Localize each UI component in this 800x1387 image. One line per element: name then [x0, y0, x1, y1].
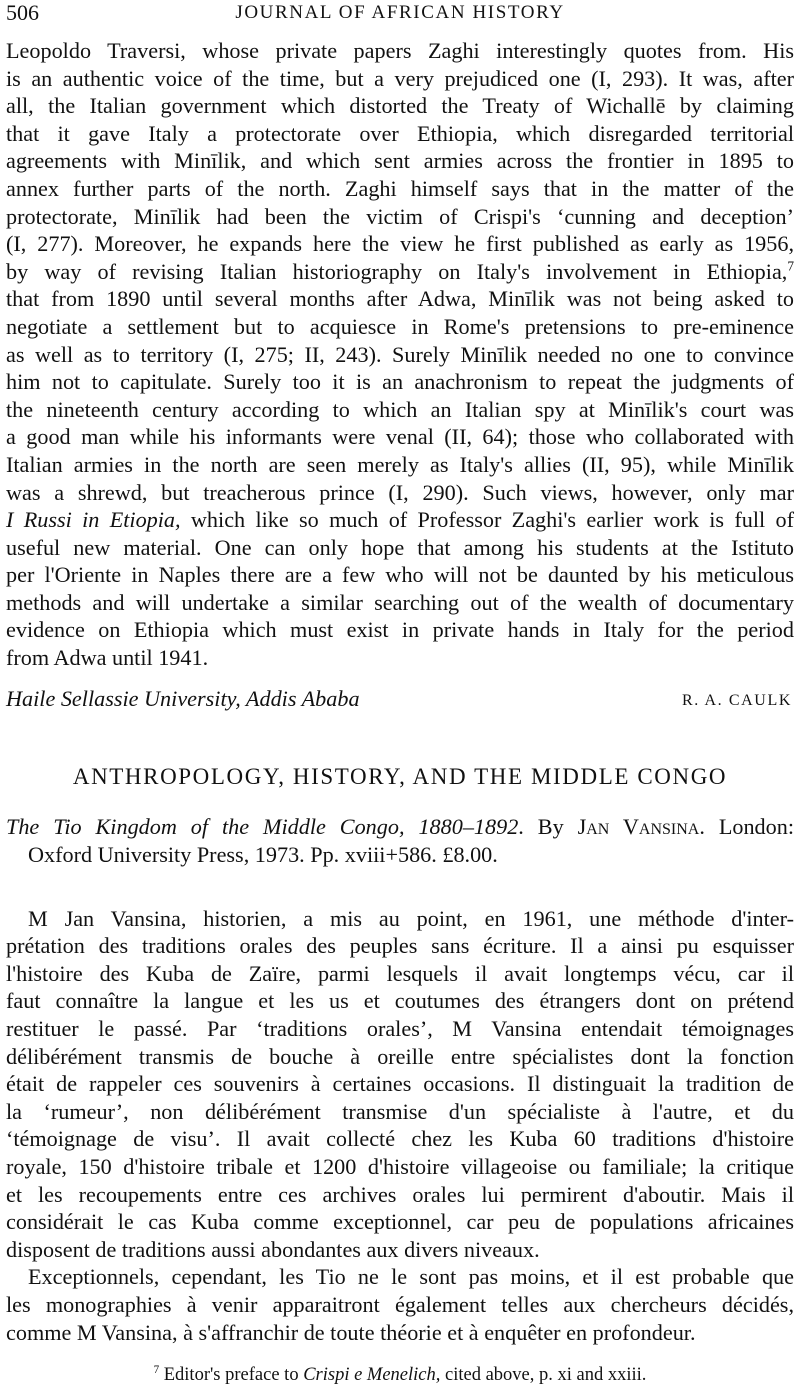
text-line: from Adwa until 1941. — [6, 645, 209, 671]
review-paragraph-2 — [6, 1263, 794, 1346]
new-review-text — [6, 905, 794, 1347]
footnote-italic-title: Crispi e Menelich, — [303, 1365, 441, 1386]
text-line: a good man while his informants were venal (II, 64); those who collaborated with — [6, 424, 794, 450]
text-line: restituer le passé. Par ‘traditions orales’, M Vansina entendait témoignages — [6, 1016, 794, 1042]
text-line: prétation des traditions orales des peuples sans écriture. Il a ainsi pu esquisser — [6, 933, 794, 959]
text-line: comme M Vansina, à s'affranchir de toute théorie et à enquêter en profondeur. — [6, 1319, 696, 1345]
book-reference — [6, 813, 794, 869]
reviewer-name: R. A. CAULK — [681, 691, 792, 709]
text-line: faut connaître la langue et les us et coutumes des étrangers dont on prétend — [6, 988, 794, 1014]
text-line: Exceptionnels, cependant, les Tio ne le sont pas moins, et il est probable que — [28, 1264, 794, 1290]
footnote-text-end: cited above, p. xi and xxiii. — [440, 1365, 647, 1386]
publisher-line: Oxford University Press, 1973. Pp. xviii+586. £8.00. — [28, 841, 498, 867]
text-line: royale, 150 d'histoire tribale et 1200 d'histoire villageoise ou familiale; la critique — [6, 1154, 794, 1179]
text-line: was a shrewd, but treacherous prince (I, 290). Such views, however, only mar — [6, 479, 794, 505]
text-line-with-italic-title — [6, 506, 794, 534]
text-line: evidence on Ethiopia which must exist in private hands in Italy for the period — [6, 617, 794, 643]
text-line: délibérément transmis de bouche à oreille entre spécialistes dont la fonction — [6, 1043, 794, 1069]
by-text: . By — [518, 813, 578, 839]
text-line: agreements with Minīlik, and which sent armies across the frontier in 1895 to — [6, 148, 794, 174]
place-text: . London: — [699, 813, 795, 839]
previous-review-paragraph — [6, 37, 794, 672]
text-line: the nineteenth century according to which an Italian spy at Minīlik's court was — [6, 396, 794, 422]
text-line: methods and will undertake a similar searching out of the wealth of documentary — [6, 589, 794, 615]
text-line: that from 1890 until several months after Adwa, Minīlik was not being asked to — [6, 286, 794, 312]
text-line: ‘témoignage de visu’. Il avait collecté chez les Kuba 60 traditions d'histoire — [6, 1126, 794, 1152]
text-line: la ‘rumeur’, non délibérément transmise d'un spécialiste à l'autre, et du — [6, 1098, 794, 1124]
footnote-marker[interactable]: 7 — [787, 258, 794, 274]
text-line: useful new material. One can only hope that among his students at the Istituto — [6, 534, 794, 560]
reviewer-affiliation: Haile Sellassie University, Addis Ababa — [6, 685, 360, 711]
review-signature — [6, 685, 794, 715]
text-line: les monographies à venir apparaitront également telles aux chercheurs décidés, — [6, 1291, 794, 1317]
text-line: considérait le cas Kuba comme exceptionnel, car peu de populations africaines — [6, 1209, 794, 1235]
text-line: et les recoupements entre ces archives orales lui permirent d'aboutir. Mais il — [6, 1181, 794, 1207]
text-line: protectorate, Minīlik had been the victim of Crispi's ‘cunning and deception’ — [6, 203, 794, 229]
journal-page — [6, 0, 794, 1387]
footnote-text: Editor's preface to — [159, 1365, 304, 1386]
footnote — [6, 1363, 794, 1387]
text-line: (I, 277). Moreover, he expands here the view he first published as early as 1956, — [6, 231, 794, 257]
text-line: is an authentic voice of the time, but a very prejudiced one (I, 293). It was, after — [6, 65, 794, 91]
text-fragment: by way of revising Italian historiography on Italy's involvement in Ethiopia, — [6, 258, 788, 284]
journal-title: JOURNAL OF AFRICAN HISTORY — [235, 2, 565, 23]
running-head — [6, 0, 794, 37]
text-line: per l'Oriente in Naples there are a few who will not be daunted by his meticulous — [6, 562, 794, 588]
text-line: as well as to territory (I, 275; II, 243). Surely Minīlik needed no one to convince — [6, 341, 794, 367]
text-line-with-footnote — [6, 258, 794, 286]
footnote-number: 7 — [153, 1364, 160, 1376]
text-line: all, the Italian government which distorted the Treaty of Wichallē by claiming — [6, 93, 794, 119]
book-title: The Tio Kingdom of the Middle Congo, 1880–1892 — [6, 813, 519, 839]
book-author: Jan Vansina — [577, 813, 700, 839]
text-line: Leopoldo Traversi, whose private papers Zaghi interestingly quotes from. His — [6, 38, 794, 63]
text-line: negotiate a settlement but to acquiesce in Rome's pretensions to pre-eminence — [6, 313, 794, 339]
review-paragraph-1 — [6, 905, 794, 1264]
text-line: annex further parts of the north. Zaghi himself says that in the matter of the — [6, 175, 794, 201]
page-number: 506 — [6, 0, 39, 25]
text-line: l'histoire des Kuba de Zaïre, parmi lesquels il avait longtemps vécu, car il — [6, 960, 794, 986]
text-line: M Jan Vansina, historien, a mis au point, en 1961, une méthode d'inter- — [28, 905, 794, 931]
book-title-italic: I Russi in Etiopia, — [6, 507, 181, 533]
text-line: that it gave Italy a protectorate over Ethiopia, which disregarded territorial — [6, 120, 794, 146]
text-fragment: which like so much of Professor Zaghi's earlier work is full of — [190, 507, 794, 533]
text-line: disposent de traditions aussi abondantes aux divers niveaux. — [6, 1236, 540, 1262]
book-reference-line — [6, 813, 794, 841]
text-line: était de rappeler ces souvenirs à certaines occasions. Il distinguait la tradition de — [6, 1071, 794, 1097]
previous-review-text — [6, 37, 794, 672]
text-line: Italian armies in the north are seen merely as Italy's allies (II, 95), while Minīlik — [6, 451, 794, 477]
text-line: him not to capitulate. Surely too it is an anachronism to repeat the judgments of — [6, 369, 794, 395]
section-title: ANTHROPOLOGY, HISTORY, AND THE MIDDLE CONGO — [72, 763, 728, 789]
